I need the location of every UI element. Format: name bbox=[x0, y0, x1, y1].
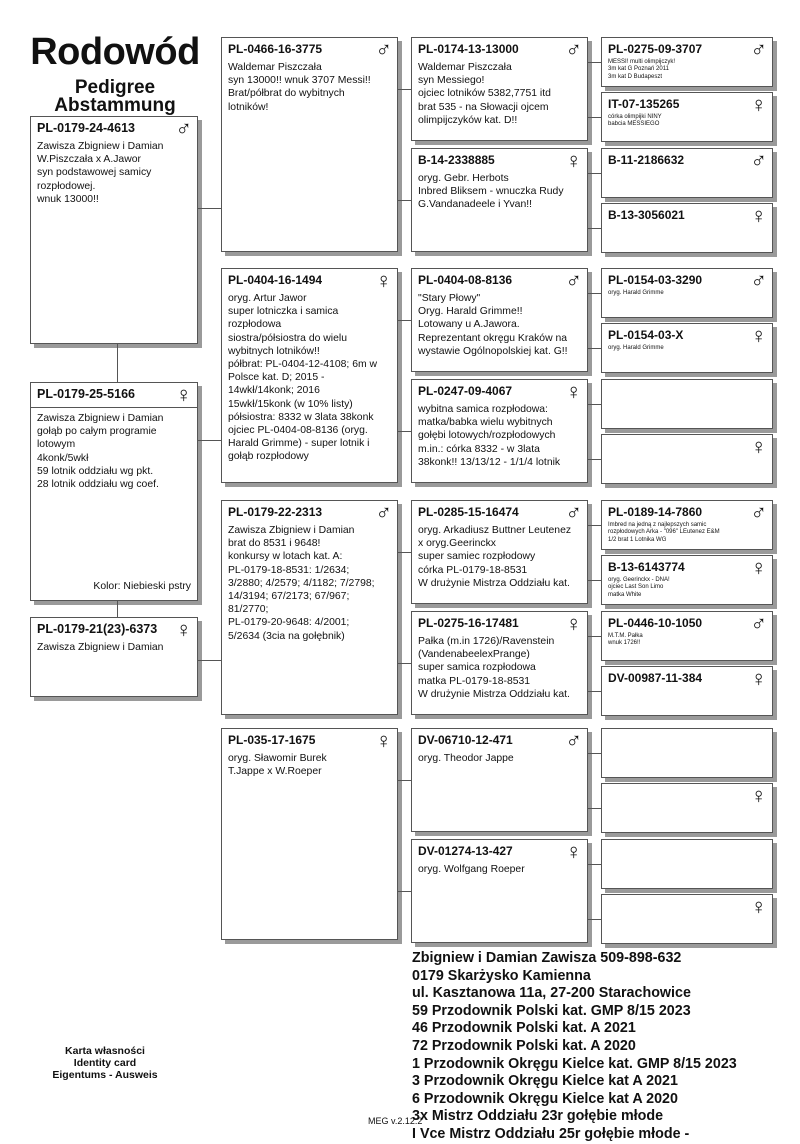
male-symbol-icon: ♂ bbox=[750, 148, 767, 173]
male-symbol-icon: ♂ bbox=[175, 116, 192, 141]
connector-line bbox=[588, 580, 601, 581]
connector-line bbox=[588, 228, 601, 229]
pedigree-box[interactable] bbox=[30, 116, 198, 344]
male-symbol-icon: ♂ bbox=[565, 500, 582, 525]
owner-line: 46 Przodownik Polski kat. A 2021 bbox=[412, 1020, 636, 1037]
box-header bbox=[608, 505, 766, 520]
pedigree-box[interactable] bbox=[601, 203, 773, 253]
ring-number: PL-0275-09-3707 bbox=[608, 42, 703, 56]
ring-number: PL-0154-03-3290 bbox=[608, 273, 703, 287]
ring-number: PL-0275-16-17481 bbox=[418, 616, 519, 630]
pedigree-box[interactable] bbox=[411, 268, 588, 372]
card-label-en: Identity card bbox=[73, 1057, 137, 1069]
connector-line bbox=[398, 663, 411, 664]
pigeon-description: Waldemar Piszczała syn 13000!! wnuk 3707 Messi!! Brat/półbrat do wybitnych lotników! bbox=[228, 62, 371, 113]
box-header bbox=[37, 622, 191, 637]
ring-number: PL-0179-24-4613 bbox=[37, 121, 135, 135]
pedigree-box[interactable] bbox=[601, 783, 773, 833]
pigeon-description: Zawisza Zbigniew i Damian brat do 8531 i 9648! konkursy w lotach kat. A: PL-0179-18-8531: 1/2634; 3/2880; 4/2579; 4/1182; 7/2798; 14/3194; 67/2173; 67/967; 81/2770; PL-0179-20-9648: 4/2001; 5/2634 (3cia na gołębnik) bbox=[228, 525, 375, 642]
ring-number: PL-0174-13-13000 bbox=[418, 42, 519, 56]
connector-line bbox=[198, 440, 221, 441]
pedigree-box[interactable] bbox=[601, 434, 773, 484]
ring-number: PL-0446-10-1050 bbox=[608, 616, 703, 630]
pigeon-description: Zawisza Zbigniew i Damian W.Piszczała x A.Jawor syn podstawowej samicy rozpłodowej. wnuk 13000!! bbox=[37, 141, 164, 205]
title-pedigree: Pedigree bbox=[74, 77, 156, 98]
owner-line: 72 Przodownik Polski kat. A 2020 bbox=[412, 1037, 636, 1054]
ring-number: PL-0285-15-16474 bbox=[418, 505, 519, 519]
connector-line bbox=[398, 780, 411, 781]
ring-number: PL-0179-21(23)-6373 bbox=[37, 622, 158, 636]
pigeon-description: oryg. Gebr. Herbots Inbred Bliksem - wnuczka Rudy G.Vandanadeele i Yvan!! bbox=[418, 173, 564, 211]
female-symbol-icon: ♀ bbox=[750, 92, 767, 117]
ring-number: B-11-2186632 bbox=[608, 153, 685, 167]
connector-line bbox=[398, 320, 411, 321]
connector-line bbox=[588, 117, 601, 118]
pedigree-box[interactable] bbox=[601, 839, 773, 889]
connector-line bbox=[588, 293, 601, 294]
pigeon-description: oryg. Theodor Jappe bbox=[418, 753, 514, 764]
pedigree-box[interactable] bbox=[601, 379, 773, 429]
connector-line bbox=[588, 864, 601, 865]
pigeon-description: M.T.M. Pałka wnuk 1726!! bbox=[608, 633, 643, 647]
pedigree-box[interactable] bbox=[601, 555, 773, 605]
box-header bbox=[418, 844, 581, 859]
title-rodowod: Rodowód bbox=[30, 31, 200, 73]
ring-number: B-14-2338885 bbox=[418, 153, 495, 167]
connector-line bbox=[398, 431, 411, 432]
connector-line bbox=[588, 62, 601, 63]
connector-line bbox=[117, 344, 118, 382]
box-header bbox=[418, 505, 581, 520]
pedigree-box[interactable] bbox=[601, 611, 773, 661]
color-label: Kolor: Niebieski pstry bbox=[93, 581, 191, 592]
connector-line bbox=[588, 173, 601, 174]
box-header bbox=[608, 560, 766, 575]
pedigree-box[interactable] bbox=[411, 37, 588, 141]
connector-line bbox=[117, 601, 118, 617]
pigeon-description: Zawisza Zbigniew i Damian gołąb po całym programie lotowym 4konk/5wkł 59 lotnik oddziału wg pkt. 28 lotnik oddziału wg coef. bbox=[37, 413, 164, 491]
connector-line bbox=[588, 459, 601, 460]
box-header bbox=[608, 208, 766, 223]
ring-number: B-13-6143774 bbox=[608, 560, 685, 574]
ring-number: DV-06710-12-471 bbox=[418, 733, 513, 747]
box-header bbox=[608, 153, 766, 168]
female-symbol-icon: ♀ bbox=[565, 379, 582, 404]
version-label: MEG v.2.12.2 bbox=[368, 1116, 423, 1126]
pedigree-box[interactable] bbox=[411, 611, 588, 715]
owner-line: 6 Przodownik Okręgu Kielce kat A 2020 bbox=[412, 1090, 678, 1107]
box-header bbox=[608, 273, 766, 288]
connector-line bbox=[588, 348, 601, 349]
pedigree-box[interactable] bbox=[221, 728, 398, 940]
pigeon-description: oryg. Arkadiusz Buttner Leutenez x oryg.Geerinckx super samiec rozpłodowy córka PL-0179-18-8531 W drużynie Mistrza Oddziału kat. bbox=[418, 525, 572, 589]
box-header bbox=[418, 153, 581, 168]
pedigree-box[interactable] bbox=[221, 268, 398, 483]
female-symbol-icon: ♀ bbox=[750, 203, 767, 228]
owner-line: 3 Przodownik Okręgu Kielce kat A 2021 bbox=[412, 1073, 678, 1090]
pedigree-box[interactable] bbox=[221, 37, 398, 252]
box-header bbox=[228, 733, 391, 748]
ring-number: PL-0466-16-3775 bbox=[228, 42, 323, 56]
pedigree-box[interactable] bbox=[601, 148, 773, 198]
pigeon-description: oryg. Artur Jawor super lotniczka i samica rozpłodowa siostra/półsiostra do wielu wybitnych lotników!! półbrat: PL-0404-12-4108; 6m w Polsce kat. D; 2015 - 14wkł/14konk; 2016 15wkł/15konk (w 10% listy) półsiostra: 8332 w 3lata 38konk ojciec PL-0404-08-8136 (oryg. Harald Grimme) - super lotnik i gołąb rozpłodowy bbox=[228, 293, 378, 463]
connector-line bbox=[398, 200, 411, 201]
connector-line bbox=[588, 636, 601, 637]
pigeon-description: Pałka (m.in 1726)/Ravenstein (VandenabeelexPrange) super samica rozpłodowa matka PL-0179-18-8531 W drużynie Mistrza Oddziału kat. bbox=[418, 636, 570, 700]
pedigree-box[interactable] bbox=[411, 148, 588, 252]
pedigree-box[interactable] bbox=[411, 379, 588, 483]
card-label-de: Eigentums - Ausweis bbox=[52, 1069, 158, 1081]
pigeon-description: oryg. Geerinckx - DNA! ojciec Last Son Limo matka White bbox=[608, 577, 670, 598]
male-symbol-icon: ♂ bbox=[750, 611, 767, 636]
owner-info bbox=[412, 950, 737, 1144]
owner-line: 0179 Skarżysko Kamienna bbox=[412, 967, 591, 984]
female-symbol-icon: ♀ bbox=[750, 894, 767, 919]
female-symbol-icon: ♀ bbox=[375, 268, 392, 293]
box-header bbox=[418, 273, 581, 288]
identity-card-label bbox=[30, 1045, 180, 1081]
female-symbol-icon: ♀ bbox=[175, 617, 192, 642]
connector-line bbox=[588, 808, 601, 809]
pedigree-box[interactable] bbox=[601, 500, 773, 550]
ring-number: PL-035-17-1675 bbox=[228, 733, 316, 747]
owner-line: 59 Przodownik Polski kat. GMP 8/15 2023 bbox=[412, 1002, 691, 1019]
pigeon-description: Imbred na jedną z najlepszych samic rozpłodowych Arka - "096" LEutenez E&M 1/2 brat 1 Lotnika WG bbox=[608, 522, 720, 543]
ring-number: PL-0154-03-X bbox=[608, 328, 684, 342]
female-symbol-icon: ♀ bbox=[565, 839, 582, 864]
owner-line: ul. Kasztanowa 11a, 27-200 Starachowice bbox=[412, 985, 691, 1002]
pigeon-description: wybitna samica rozpłodowa: matka/babka wielu wybitnych gołębi lotowych/rozpłodowych m.in.: córka 8332 - w 3lata 38konk!! 13/13/12 - 1/1/4 lotnik bbox=[418, 404, 561, 468]
ring-number: B-13-3056021 bbox=[608, 208, 685, 222]
female-symbol-icon: ♀ bbox=[750, 434, 767, 459]
pigeon-description: Zawisza Zbigniew i Damian bbox=[37, 642, 164, 653]
male-symbol-icon: ♂ bbox=[565, 728, 582, 753]
pigeon-description: córka olimpijki NINY babcia MESSIEGO bbox=[608, 114, 662, 128]
female-symbol-icon: ♀ bbox=[565, 148, 582, 173]
owner-line: I Vce Mistrz Oddziału 25r gołębie młode - bbox=[412, 1125, 690, 1142]
connector-line bbox=[398, 891, 411, 892]
owner-line: 3x Mistrz Oddziału 23r gołębie młode bbox=[412, 1108, 664, 1125]
connector-line bbox=[198, 208, 221, 209]
female-symbol-icon: ♀ bbox=[175, 382, 192, 407]
pedigree-box[interactable] bbox=[30, 617, 198, 697]
female-symbol-icon: ♀ bbox=[750, 555, 767, 580]
pedigree-box[interactable] bbox=[601, 268, 773, 318]
male-symbol-icon: ♂ bbox=[375, 37, 392, 62]
connector-line bbox=[398, 89, 411, 90]
box-header bbox=[608, 616, 766, 631]
box-header bbox=[228, 273, 391, 288]
female-symbol-icon: ♀ bbox=[565, 611, 582, 636]
pigeon-description: Waldemar Piszczała syn Messiego! ojciec lotników 5382,7751 itd brat 535 - na Słowacji ojcem olimpijczyków kat. D!! bbox=[418, 62, 551, 126]
connector-line bbox=[588, 691, 601, 692]
box-header bbox=[608, 42, 766, 57]
box-header bbox=[228, 505, 391, 520]
pigeon-description: oryg. Sławomir Burek T.Jappe x W.Roeper bbox=[228, 753, 327, 778]
ring-number: DV-01274-13-427 bbox=[418, 844, 513, 858]
owner-line: Zbigniew i Damian Zawisza 509-898-632 bbox=[412, 950, 682, 966]
pigeon-description: oryg. Harald Grimme bbox=[608, 290, 664, 296]
male-symbol-icon: ♂ bbox=[750, 268, 767, 293]
female-symbol-icon: ♀ bbox=[750, 323, 767, 348]
connector-line bbox=[588, 753, 601, 754]
pigeon-description: oryg. Harald Grimme bbox=[608, 345, 664, 351]
pigeon-description: "Stary Płowy" Oryg. Harald Grimme!! Lotowany u A.Jawora. Reprezentant okręgu Kraków na wystawie Ogólnopolskiej kat. G!! bbox=[418, 293, 568, 357]
connector-line bbox=[198, 660, 221, 661]
box-header bbox=[418, 733, 581, 748]
connector-line bbox=[398, 552, 411, 553]
pigeon-description: MESSI! multi olimpijczyk! 3m kat G Poznań 2011 3m kat D Budapeszt bbox=[608, 59, 676, 80]
ring-number: PL-0404-08-8136 bbox=[418, 273, 513, 287]
ring-number: PL-0247-09-4067 bbox=[418, 384, 513, 398]
box-header bbox=[37, 121, 191, 136]
pedigree-box[interactable] bbox=[601, 666, 773, 716]
pedigree-box[interactable] bbox=[601, 92, 773, 142]
pedigree-box[interactable] bbox=[601, 728, 773, 778]
box-header bbox=[418, 42, 581, 57]
owner-line: 1 Przodownik Okręgu Kielce kat. GMP 8/15 2023 bbox=[412, 1055, 737, 1072]
pedigree-box[interactable] bbox=[411, 839, 588, 943]
connector-line bbox=[588, 919, 601, 920]
pigeon-description: oryg. Wolfgang Roeper bbox=[418, 864, 525, 875]
pedigree-box[interactable] bbox=[601, 894, 773, 944]
ring-number: PL-0404-16-1494 bbox=[228, 273, 323, 287]
male-symbol-icon: ♂ bbox=[565, 37, 582, 62]
female-symbol-icon: ♀ bbox=[750, 666, 767, 691]
box-header bbox=[418, 384, 581, 399]
male-symbol-icon: ♂ bbox=[565, 268, 582, 293]
box-header bbox=[418, 616, 581, 631]
box-header bbox=[608, 328, 766, 343]
ring-number: DV-00987-11-384 bbox=[608, 671, 703, 685]
pedigree-box[interactable] bbox=[221, 500, 398, 715]
title-abstammung: Abstammung bbox=[54, 95, 176, 116]
female-symbol-icon: ♀ bbox=[750, 783, 767, 808]
pedigree-box[interactable] bbox=[601, 37, 773, 87]
card-label-pl: Karta własności bbox=[65, 1045, 145, 1057]
box-header bbox=[228, 42, 391, 57]
box-header bbox=[608, 671, 766, 686]
pedigree-box[interactable] bbox=[30, 382, 198, 601]
box-header bbox=[31, 383, 197, 408]
pedigree-box[interactable] bbox=[601, 323, 773, 373]
pedigree-box[interactable] bbox=[411, 728, 588, 832]
box-header bbox=[608, 97, 766, 112]
ring-number: PL-0179-22-2313 bbox=[228, 505, 323, 519]
female-symbol-icon: ♀ bbox=[375, 728, 392, 753]
connector-line bbox=[588, 525, 601, 526]
pedigree-box[interactable] bbox=[411, 500, 588, 604]
male-symbol-icon: ♂ bbox=[750, 500, 767, 525]
ring-number: PL-0189-14-7860 bbox=[608, 505, 703, 519]
male-symbol-icon: ♂ bbox=[750, 37, 767, 62]
male-symbol-icon: ♂ bbox=[375, 500, 392, 525]
ring-number: IT-07-135265 bbox=[608, 97, 680, 111]
connector-line bbox=[588, 404, 601, 405]
ring-number: PL-0179-25-5166 bbox=[37, 387, 135, 401]
